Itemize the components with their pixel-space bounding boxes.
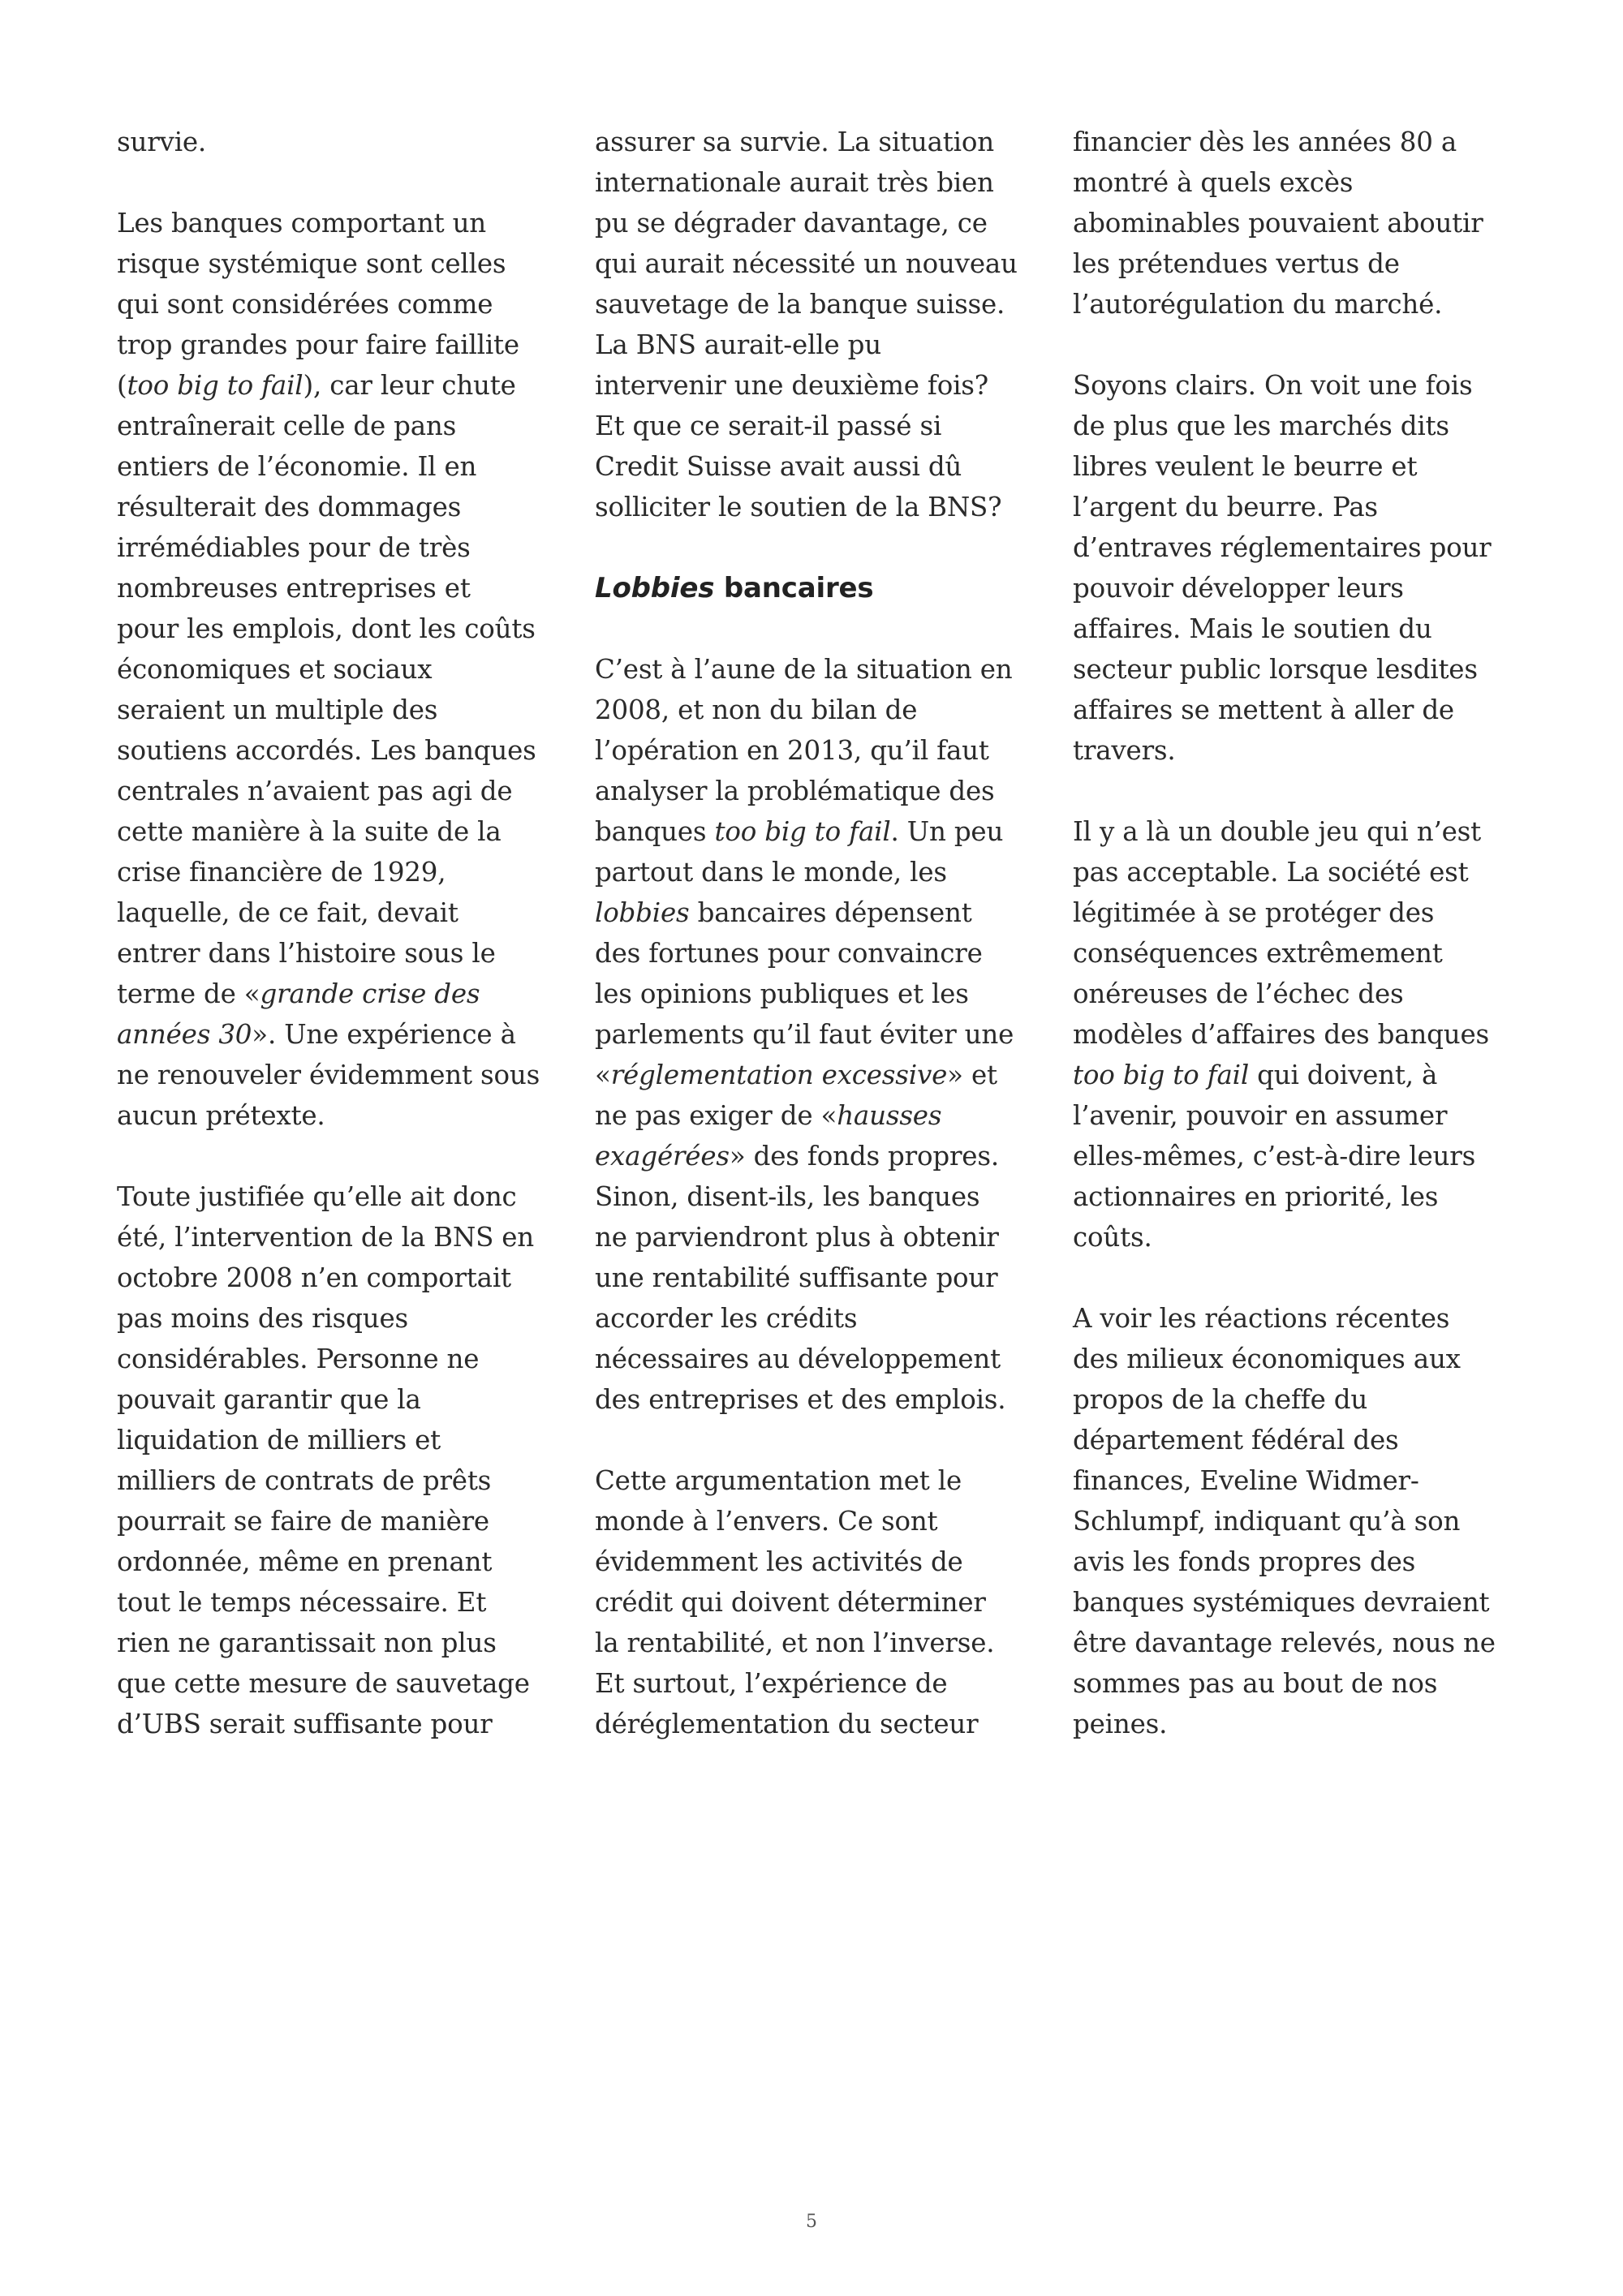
text-line: ne parviendront plus à obtenir	[595, 1222, 999, 1253]
text-line: pouvait garantir que la	[117, 1384, 421, 1415]
text-line: partout dans le monde, les	[595, 857, 947, 888]
text-line: abominables pouvaient aboutir	[1073, 208, 1483, 239]
text-line: conséquences extrêmement	[1073, 938, 1443, 969]
text-line: modèles d’affaires des banques	[1073, 1019, 1489, 1050]
text-line: département fédéral des	[1073, 1425, 1399, 1455]
text-line: pouvoir développer leurs	[1073, 573, 1404, 604]
text-line: résulterait des dommages	[117, 492, 462, 522]
text-line: qui sont considérées comme	[117, 289, 493, 320]
text-line: trop grandes pour faire faillite	[117, 329, 519, 360]
text-line: évidemment les activités de	[595, 1546, 963, 1577]
text-line: des fortunes pour convaincre	[595, 938, 983, 969]
text-line: rien ne garantissait non plus	[117, 1627, 497, 1658]
text-column-1	[117, 122, 559, 1744]
text-line: parlements qu’il faut éviter une	[595, 1019, 1014, 1050]
text-line: Il y a là un double jeu qui n’est	[1073, 816, 1481, 847]
text-line: monde à l’envers. Ce sont	[595, 1506, 938, 1537]
text-line: octobre 2008 n’en comportait	[117, 1262, 511, 1293]
text-line: coûts.	[1073, 1222, 1152, 1253]
text-column-2	[595, 122, 1037, 1744]
text-line: assurer sa survie. La situation	[595, 127, 994, 157]
text-line: années 30». Une expérience à	[117, 1019, 516, 1050]
page-number: 5	[806, 2212, 817, 2232]
text-line: Soyons clairs. On voit une fois	[1073, 370, 1473, 401]
paragraph-gap	[1073, 771, 1515, 811]
text-line: entrer dans l’histoire sous le	[117, 938, 496, 969]
text-line: des milieux économiques aux	[1073, 1344, 1461, 1374]
text-line: l’autorégulation du marché.	[1073, 289, 1443, 320]
text-line: lobbies bancaires dépensent	[595, 897, 972, 928]
text-line: nombreuses entreprises et	[117, 573, 471, 604]
text-line: légitimée à se protéger des	[1073, 897, 1435, 928]
text-line: nécessaires au développement	[595, 1344, 1001, 1374]
text-line: Les banques comportant un	[117, 208, 487, 239]
text-line: terme de «grande crise des	[117, 978, 480, 1009]
text-line: l’opération en 2013, qu’il faut	[595, 735, 989, 766]
text-line: Schlumpf, indiquant qu’à son	[1073, 1506, 1461, 1537]
text-line: banques systémiques devraient	[1073, 1587, 1490, 1618]
text-line: montré à quels excès	[1073, 167, 1354, 198]
text-line: que cette mesure de sauvetage	[117, 1668, 530, 1699]
text-line: crédit qui doivent déterminer	[595, 1587, 986, 1618]
text-line: économiques et sociaux	[117, 654, 433, 685]
text-line: la rentabilité, et non l’inverse.	[595, 1627, 995, 1658]
text-line: «réglementation excessive» et	[595, 1060, 997, 1090]
text-line: Credit Suisse avait aussi dû	[595, 451, 962, 482]
text-line: travers.	[1073, 735, 1176, 766]
text-line: sauvetage de la banque suisse.	[595, 289, 1005, 320]
text-line: intervenir une deuxième fois?	[595, 370, 988, 401]
text-line: entiers de l’économie. Il en	[117, 451, 477, 482]
text-line: qui aurait nécessité un nouveau	[595, 248, 1018, 279]
text-line: aucun prétexte.	[117, 1100, 325, 1131]
text-line: crise financière de 1929,	[117, 857, 446, 888]
paragraph-gap	[595, 608, 1037, 649]
text-line: secteur public lorsque lesdites	[1073, 654, 1478, 685]
text-line: les opinions publiques et les	[595, 978, 969, 1009]
text-line: analyser la problématique des	[595, 776, 995, 806]
text-line: (too big to fail), car leur chute	[117, 370, 516, 401]
text-line: les prétendues vertus de	[1073, 248, 1400, 279]
text-line: ne renouveler évidemment sous	[117, 1060, 540, 1090]
text-line: internationale aurait très bien	[595, 167, 994, 198]
text-line: banques too big to fail. Un peu	[595, 816, 1004, 847]
text-line: liquidation de milliers et	[117, 1425, 441, 1455]
text-line: propos de la cheffe du	[1073, 1384, 1368, 1415]
text-line: Cette argumentation met le	[595, 1465, 962, 1496]
text-line: été, l’intervention de la BNS en	[117, 1222, 535, 1253]
text-line: Toute justifiée qu’elle ait donc	[117, 1181, 517, 1212]
text-line: ne pas exiger de «hausses	[595, 1100, 942, 1131]
text-line: Et que ce serait-il passé si	[595, 411, 942, 441]
text-line: avis les fonds propres des	[1073, 1546, 1416, 1577]
text-line: cette manière à la suite de la	[117, 816, 502, 847]
text-line: La BNS aurait-elle pu	[595, 329, 881, 360]
text-line: Sinon, disent-ils, les banques	[595, 1181, 980, 1212]
text-line: d’UBS serait suffisante pour	[117, 1709, 493, 1739]
text-line: affaires se mettent à aller de	[1073, 694, 1454, 725]
text-column-3	[1073, 122, 1515, 1744]
text-line: laquelle, de ce fait, devait	[117, 897, 458, 928]
text-line: centrales n’avaient pas agi de	[117, 776, 513, 806]
text-line: pas moins des risques	[117, 1303, 409, 1334]
text-line: d’entraves réglementaires pour	[1073, 532, 1492, 563]
text-line: survie.	[117, 127, 207, 157]
text-line: A voir les réactions récentes	[1073, 1303, 1450, 1334]
text-line: libres veulent le beurre et	[1073, 451, 1418, 482]
paragraph-gap	[595, 1420, 1037, 1460]
paragraph-gap	[117, 1136, 559, 1176]
text-line: peines.	[1073, 1709, 1168, 1739]
text-line: affaires. Mais le soutien du	[1073, 613, 1432, 644]
text-line: accorder les crédits	[595, 1303, 858, 1334]
text-line: l’avenir, pouvoir en assumer	[1073, 1100, 1448, 1131]
paragraph-gap	[1073, 325, 1515, 365]
text-line: 2008, et non du bilan de	[595, 694, 918, 725]
text-line: finances, Eveline Widmer-	[1073, 1465, 1419, 1496]
text-line: sommes pas au bout de nos	[1073, 1668, 1438, 1699]
text-line: milliers de contrats de prêts	[117, 1465, 492, 1496]
paragraph-gap	[595, 527, 1037, 568]
text-line: déréglementation du secteur	[595, 1709, 979, 1739]
text-line: risque systémique sont celles	[117, 248, 506, 279]
text-line: tout le temps nécessaire. Et	[117, 1587, 487, 1618]
text-line: pas acceptable. La société est	[1073, 857, 1469, 888]
text-line: Et surtout, l’expérience de	[595, 1668, 948, 1699]
text-line: solliciter le soutien de la BNS?	[595, 492, 1002, 522]
text-line: actionnaires en priorité, les	[1073, 1181, 1439, 1212]
text-line: financier dès les années 80 a	[1073, 127, 1457, 157]
text-line: C’est à l’aune de la situation en	[595, 654, 1013, 685]
text-line: elles-mêmes, c’est-à-dire leurs	[1073, 1141, 1476, 1172]
text-line: pu se dégrader davantage, ce	[595, 208, 988, 239]
text-line: considérables. Personne ne	[117, 1344, 480, 1374]
text-line: soutiens accordés. Les banques	[117, 735, 536, 766]
text-line: pourrait se faire de manière	[117, 1506, 489, 1537]
paragraph-gap	[117, 162, 559, 203]
text-line: être davantage relevés, nous ne	[1073, 1627, 1496, 1658]
paragraph-gap	[1073, 1258, 1515, 1298]
text-line: l’argent du beurre. Pas	[1073, 492, 1378, 522]
text-line: exagérées» des fonds propres.	[595, 1141, 999, 1172]
text-line: pour les emplois, dont les coûts	[117, 613, 536, 644]
text-line: irrémédiables pour de très	[117, 532, 471, 563]
text-line: seraient un multiple des	[117, 694, 438, 725]
text-line: de plus que les marchés dits	[1073, 411, 1449, 441]
text-line: onéreuses de l’échec des	[1073, 978, 1404, 1009]
text-line: une rentabilité suffisante pour	[595, 1262, 998, 1293]
text-line: ordonnée, même en prenant	[117, 1546, 493, 1577]
section-heading: Lobbies bancaires	[595, 572, 874, 604]
text-line: too big to fail qui doivent, à	[1073, 1060, 1438, 1090]
text-line: des entreprises et des emplois.	[595, 1384, 1006, 1415]
text-line: entraînerait celle de pans	[117, 411, 457, 441]
